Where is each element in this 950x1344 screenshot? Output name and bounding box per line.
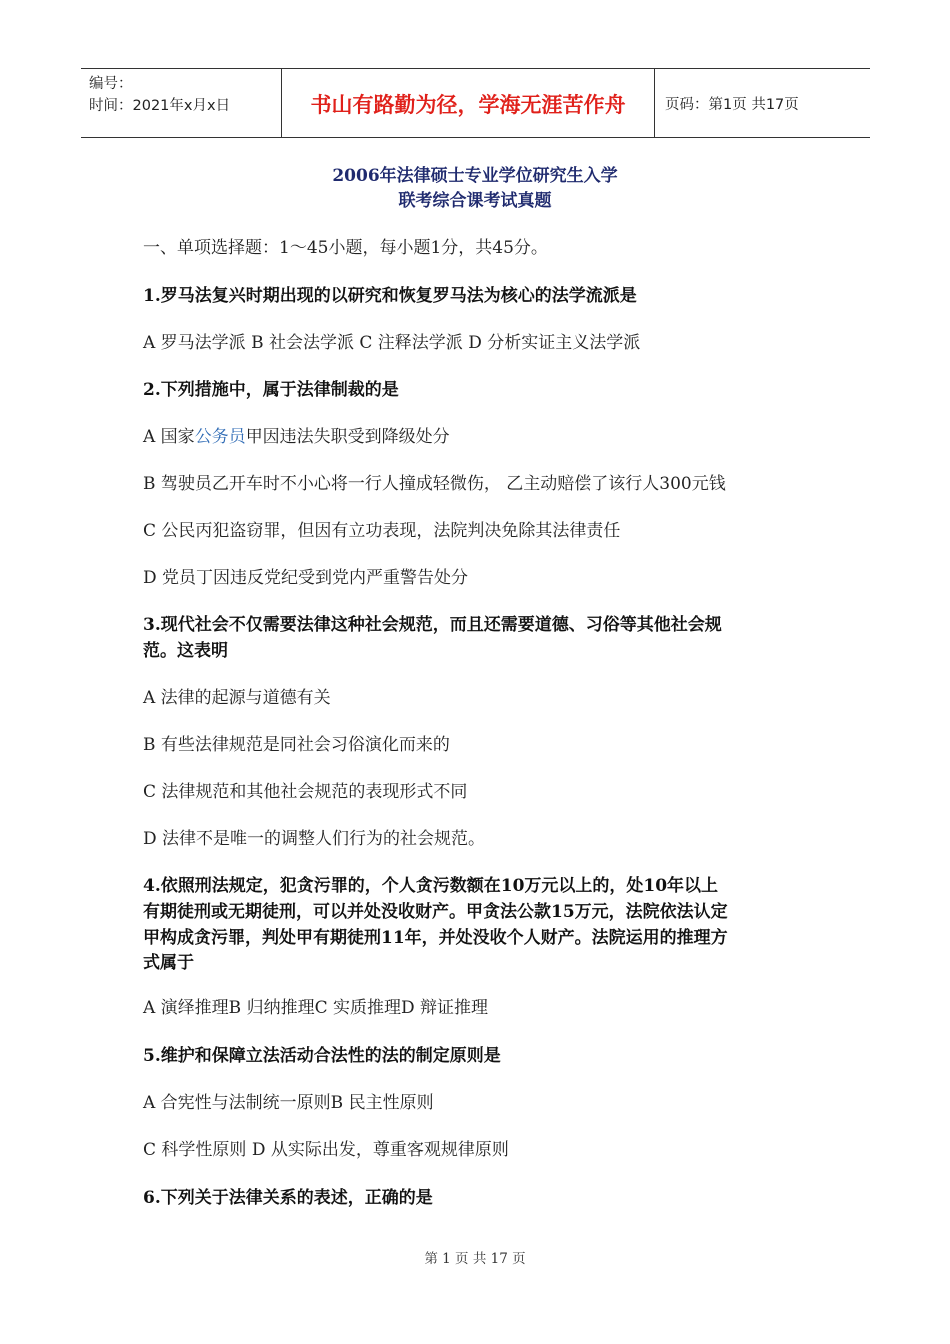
question-2-option-b: B 驾驶员乙开车时不小心将一行人撞成轻微伤， 乙主动赔偿了该行人300元钱 [143,474,726,494]
code-label: 编号： [89,76,133,92]
doc-title-line2: 联考综合课考试真题 [398,191,552,211]
question-2-option-c: C 公民丙犯盗窃罪，但因有立功表现，法院判决免除其法律责任 [143,521,621,541]
question-2-option-a [143,422,450,447]
question-3-option-d: D 法律不是唯一的调整人们行为的社会规范。 [143,829,486,849]
question-3-option-b: B 有些法律规范是同社会习俗演化而来的 [143,735,450,755]
doc-title-line1: 2006年法律硕士专业学位研究生入学 [332,166,618,186]
option-a-suffix: 甲因违法失职受到降级处分 [245,427,450,447]
question-5-options-cd: C 科学性原则 D 从实际出发，尊重客观规律原则 [143,1140,509,1160]
header-motto: 书山有路勤为径，学海无涯苦作舟 [281,69,655,137]
question-4-line4: 式属于 [143,953,194,973]
question-4-line1: 4.依照刑法规定，犯贪污罪的，个人贪污数额在10万元以上的，处10年以上 [143,876,719,896]
header-meta [81,69,281,137]
question-6: 6.下列关于法律关系的表述，正确的是 [143,1188,433,1208]
question-3-line1: 3.现代社会不仅需要法律这种社会规范，而且还需要道德、习俗等其他社会规 [143,615,722,635]
option-a-prefix: A 国家 [143,427,195,447]
question-3-option-a: A 法律的起源与道德有关 [143,688,331,708]
section-heading: 一、单项选择题：1～45小题，每小题1分，共45分。 [143,238,548,258]
question-1: 1.罗马法复兴时期出现的以研究和恢复罗马法为核心的法学流派是 [143,286,637,306]
question-3-option-c: C 法律规范和其他社会规范的表现形式不同 [143,782,468,802]
page-header [81,68,870,138]
time-label: 时间：2021年x月x日 [89,98,231,114]
civil-servant-link[interactable]: 公务员 [194,427,246,447]
question-4-line2: 有期徒刑或无期徒刑，可以并处没收财产。甲贪法公款15万元，法院依法认定 [143,902,728,922]
question-2: 2.下列措施中，属于法律制裁的是 [143,380,399,400]
question-1-options: A 罗马法学派 B 社会法学派 C 注释法学派 D 分析实证主义法学派 [143,333,641,353]
header-page-info: 页码：第1页 共17页 [665,96,799,113]
question-5: 5.维护和保障立法活动合法性的法的制定原则是 [143,1046,501,1066]
question-4-options: A 演绎推理B 归纳推理C 实质推理D 辩证推理 [143,998,489,1018]
question-4-line3: 甲构成贪污罪，判处甲有期徒刑11年，并处没收个人财产。法院运用的推理方 [143,928,728,948]
question-2-option-d: D 党员丁因违反党纪受到党内严重警告处分 [143,568,469,588]
question-5-options-ab: A 合宪性与法制统一原则B 民主性原则 [143,1093,434,1113]
page-footer: 第 1 页 共 17 页 [424,1251,526,1267]
question-3-line2: 范。这表明 [143,641,228,661]
